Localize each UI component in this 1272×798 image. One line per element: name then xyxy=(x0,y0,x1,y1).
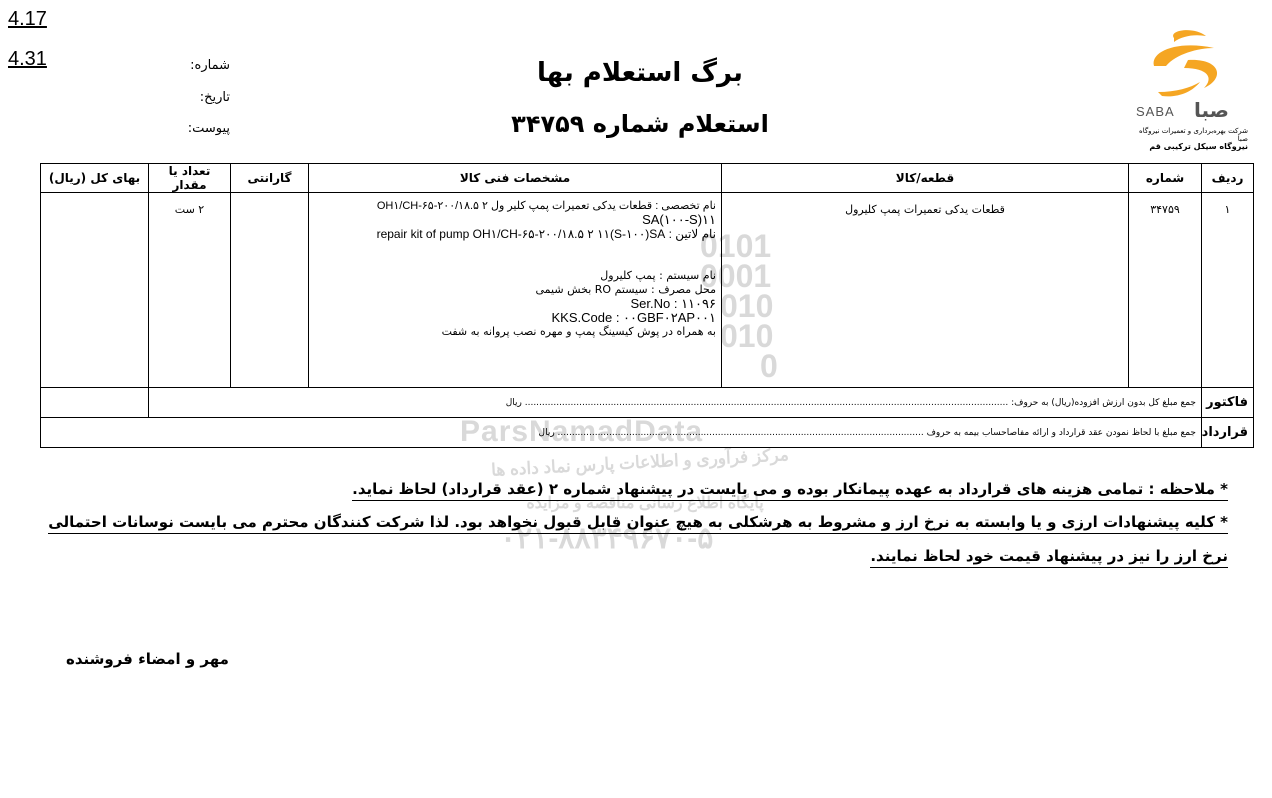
logo-brand-row xyxy=(1128,98,1248,124)
logo-brand-persian: صبا xyxy=(1194,98,1229,122)
logo-plant-name: نیروگاه سیکل ترکیبی قم xyxy=(1149,142,1248,151)
note-line-3-text: نرخ ارز را نیز در پیشنهاد قیمت خود لحاظ نمایند. xyxy=(870,547,1228,568)
note-line-3 xyxy=(870,547,1228,565)
cell-part: قطعات یدکی تعمیرات پمپ کلیرول xyxy=(722,193,1129,388)
invoice-row xyxy=(41,388,1254,418)
meta-attachment-label: پیوست: xyxy=(187,121,230,136)
invoice-total-text: جمع مبلغ کل بدون ارزش افزوده(ریال) به حروف: ......................................................................................................................................................................... ریال xyxy=(149,388,1202,418)
spec-line: به همراه در پوش کیسینگ پمپ و مهره نصب پروانه به شفت xyxy=(441,325,716,338)
invoice-total-cell xyxy=(41,388,149,418)
spec-line: محل مصرف : سیستم RO بخش شیمی xyxy=(535,283,716,296)
page-title: برگ استعلام بها xyxy=(537,58,743,88)
contract-total-text: جمع مبلغ با لحاظ نمودن عقد قرارداد و ارائه مفاصاحساب بیمه به حروف ................................................................................................................................ ریال xyxy=(41,418,1202,448)
watermark-digit-line: 010 xyxy=(720,318,774,354)
cell-item-number: ۳۴۷۵۹ xyxy=(1129,193,1202,388)
logo-company-name: شرکت بهره‌برداری و تعمیرات نیروگاه صبا xyxy=(1139,127,1248,143)
table-header-row xyxy=(41,164,1254,193)
seller-signature-label: مهر و امضاء فروشنده xyxy=(66,650,229,668)
header-warranty: گارانتی xyxy=(231,164,309,193)
corner-number-2: 4.31 xyxy=(8,48,47,70)
meta-date-label: تاریخ: xyxy=(199,90,230,105)
header-row-number: ردیف xyxy=(1202,164,1254,193)
spec-line xyxy=(314,241,716,255)
inquiry-number-title: استعلام شماره ۳۴۷۵۹ xyxy=(511,110,769,138)
watermark-phone: ۰۲۱-۸۸۳۴۹۶۷۰-۵ xyxy=(500,522,714,555)
spec-line: نام سیستم : پمپ کلیرول xyxy=(600,269,716,282)
watermark-digit-line: 010 xyxy=(720,288,774,324)
header-spec: مشخصات فنی کالا xyxy=(309,164,722,193)
watermark-digit-line: 0001 xyxy=(700,258,772,294)
corner-number-1: 4.17 xyxy=(8,8,47,30)
saba-logo-icon xyxy=(1128,26,1248,106)
spec-line: SA(۱۰۰-S)۱۱ xyxy=(642,212,716,227)
watermark-brand: ParsNamadData xyxy=(460,415,704,448)
contract-row xyxy=(41,418,1254,448)
logo-brand-latin: SABA xyxy=(1136,104,1175,119)
header-item-number: شماره xyxy=(1129,164,1202,193)
cell-total xyxy=(41,193,149,388)
note-line-1 xyxy=(352,480,1228,498)
table-row xyxy=(41,193,1254,388)
spec-line: نام لاتین : repair kit of pump OH۱/CH-۶۵-۲۰۰/۱۸.۵ ۲ ۱۱(S-۱۰۰)SA xyxy=(376,227,716,241)
company-logo xyxy=(1128,26,1248,154)
note-line-2 xyxy=(48,513,1228,531)
cell-warranty xyxy=(231,193,309,388)
watermark-digit-line: 0101 xyxy=(700,228,772,264)
spec-line: KKS.Code : ۰۰GBF۰۲AP۰۰۱ xyxy=(551,310,716,325)
watermark-line2: پایگاه اطلاع رسانی مناقصه و مزایده xyxy=(526,495,764,512)
spec-line: Ser.No : ۱۱۰۹۶ xyxy=(630,296,716,311)
note-line-1-text: * ملاحظه : تمامی هزینه های قرارداد به عهده پیمانکار بوده و می بایست در پیشنهاد شماره ۲ (عقد قرارداد) لحاظ نماید. xyxy=(352,480,1228,501)
cell-qty: ۲ ست xyxy=(149,193,231,388)
cell-row-number: ۱ xyxy=(1202,193,1254,388)
watermark-digit-line: 0 xyxy=(760,348,778,384)
spec-line xyxy=(314,255,716,269)
header-total: بهای کل (ریال) xyxy=(41,164,149,193)
header-qty: تعداد یا مقدار xyxy=(149,164,231,193)
cell-spec xyxy=(309,193,722,388)
contract-label: قرارداد xyxy=(1202,418,1254,448)
inquiry-table xyxy=(40,163,1254,448)
header-part: قطعه/کالا xyxy=(722,164,1129,193)
note-line-2-text: * کلیه پیشنهادات ارزی و یا وابسته به نرخ ارز و مشروط به هرشکلی به هیچ عنوان قابل قبول نخواهد بود. لذا شرکت کنندگان محترم می بایست نوسانات احتمالی xyxy=(48,513,1228,534)
watermark-line1: مرکز فرآوری و اطلاعات پارس نماد داده ها xyxy=(490,445,790,480)
spec-line: نام تخصصی : قطعات یدکی تعمیرات پمپ کلیر ول ۲ ۲۰۰/۱۸.۵-۶۵-OH۱/CH xyxy=(376,200,716,212)
invoice-label: فاکتور xyxy=(1202,388,1254,418)
meta-number-label: شماره: xyxy=(190,58,230,73)
